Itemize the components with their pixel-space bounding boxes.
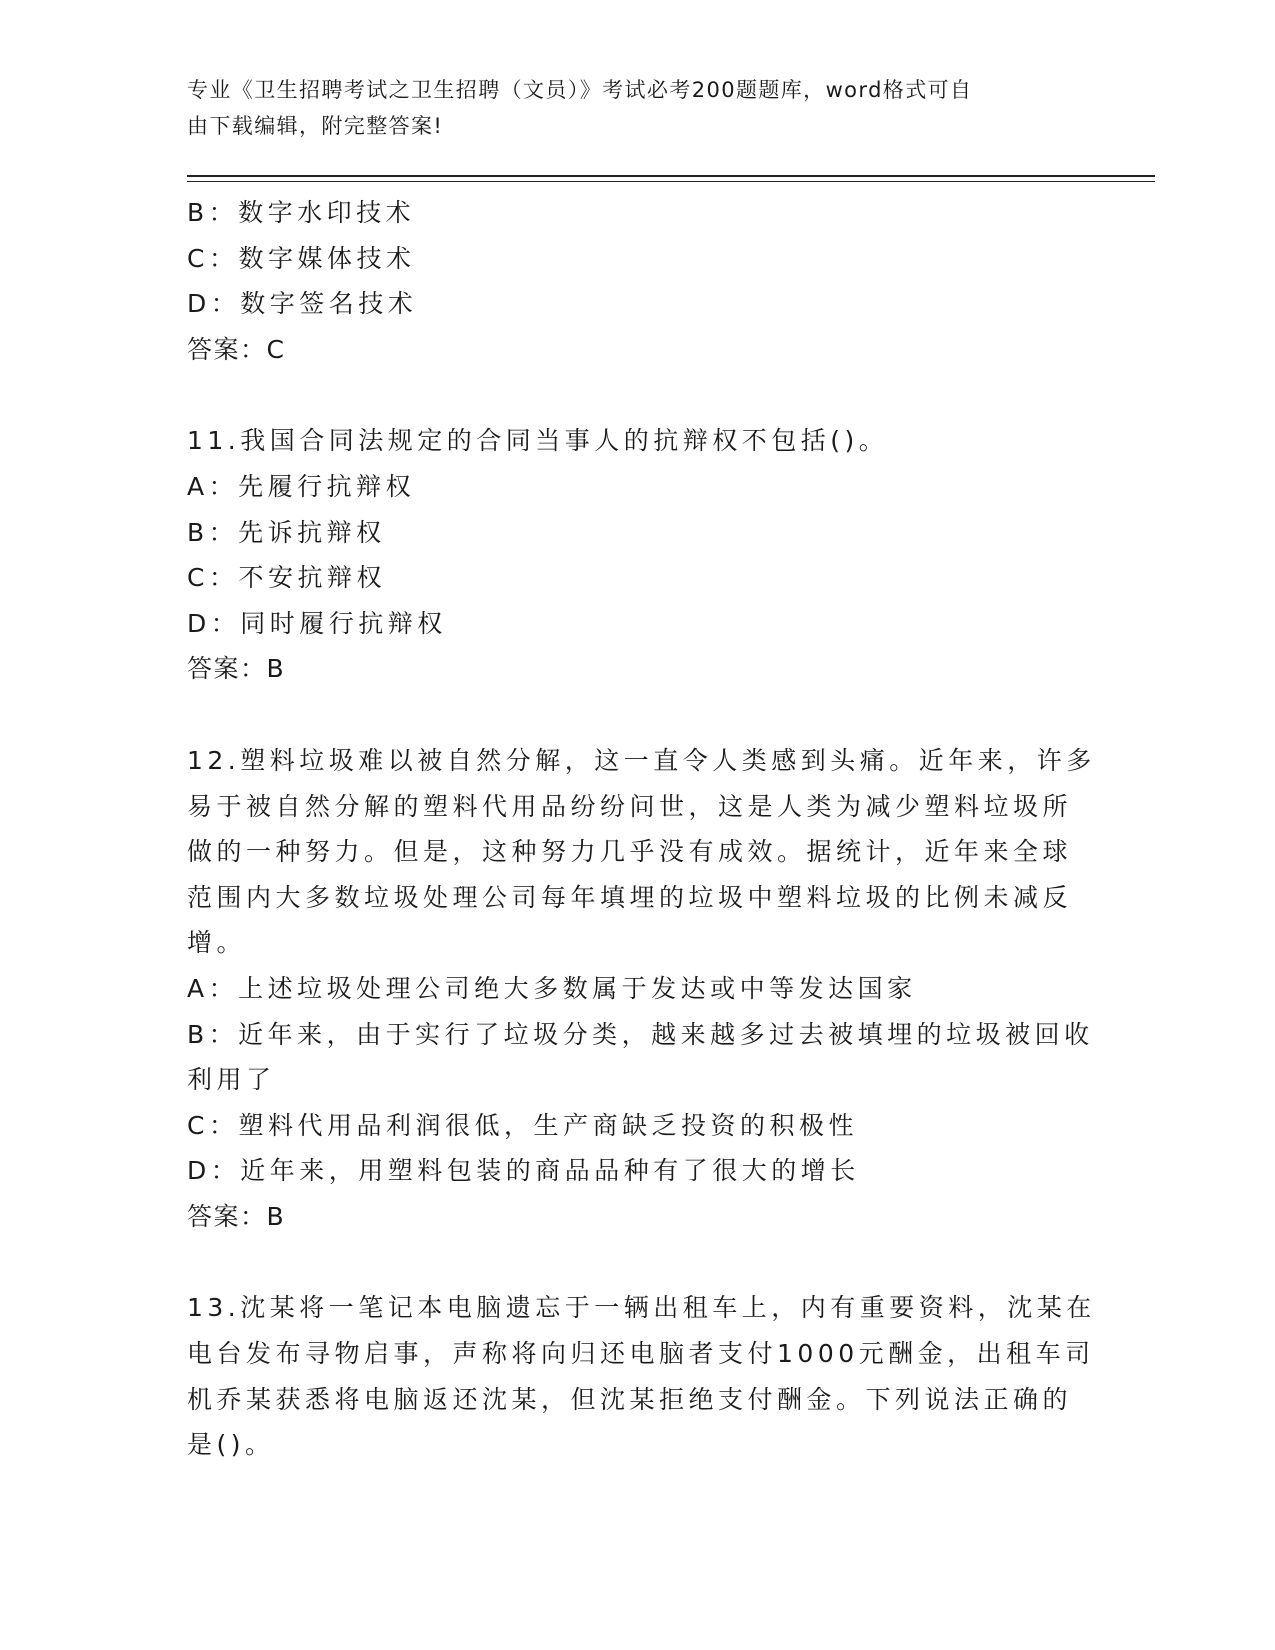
question-13-block bbox=[187, 1285, 1096, 1467]
answer-line: 答案：C bbox=[187, 334, 286, 364]
answer-line: 答案：B bbox=[187, 1201, 286, 1231]
question-stem-line: 增。 bbox=[187, 928, 247, 958]
option-c: C：不安抗辩权 bbox=[187, 563, 386, 593]
option-b: B：数字水印技术 bbox=[187, 198, 416, 227]
header-divider-thick bbox=[187, 175, 1155, 177]
option-c: C：数字媒体技术 bbox=[187, 243, 416, 273]
question-stem-line: 是()。 bbox=[187, 1430, 275, 1460]
spacer bbox=[187, 1239, 1087, 1285]
question-12-block bbox=[187, 738, 1096, 1240]
option-b: B：先诉抗辩权 bbox=[187, 517, 386, 547]
header-divider-thin bbox=[187, 181, 1155, 182]
spacer bbox=[187, 692, 1087, 738]
question-stem-line: 12.塑料垃圾难以被自然分解，这一直令人类感到头痛。近年来，许多 bbox=[187, 745, 1096, 775]
question-list bbox=[187, 190, 1096, 1468]
question-11-block bbox=[187, 418, 1087, 692]
option-c: C：塑料代用品利润很低，生产商缺乏投资的积极性 bbox=[187, 1110, 858, 1140]
question-10-block bbox=[187, 190, 1087, 372]
option-b: B：近年来，由于实行了垃圾分类，越来越多过去被填埋的垃圾被回收 bbox=[187, 1019, 1094, 1049]
option-a: A：上述垃圾处理公司绝大多数属于发达或中等发达国家 bbox=[187, 973, 917, 1003]
document-header bbox=[187, 72, 1067, 144]
option-d: D：同时履行抗辩权 bbox=[187, 608, 447, 638]
header-title-line-1: 专业《卫生招聘考试之卫生招聘（文员）》考试必考200题题库，word格式可自 bbox=[187, 78, 973, 102]
header-title-line-2: 由下载编辑，附完整答案! bbox=[187, 114, 444, 138]
option-a: A：先履行抗辩权 bbox=[187, 471, 416, 501]
question-stem-line: 电台发布寻物启事，声称将向归还电脑者支付1000元酬金，出租车司 bbox=[187, 1339, 1095, 1369]
answer-line: 答案：B bbox=[187, 654, 286, 684]
option-b-continued: 利用了 bbox=[187, 1065, 276, 1095]
question-stem: 11.我国合同法规定的合同当事人的抗辩权不包括()。 bbox=[187, 426, 889, 456]
question-stem-line: 范围内大多数垃圾处理公司每年填埋的垃圾中塑料垃圾的比例未减反 bbox=[187, 882, 1073, 912]
question-stem-line: 机乔某获悉将电脑返还沈某，但沈某拒绝支付酬金。下列说法正确的 bbox=[187, 1384, 1073, 1414]
question-stem-line: 易于被自然分解的塑料代用品纷纷问世，这是人类为减少塑料垃圾所 bbox=[187, 791, 1073, 821]
option-d: D：近年来，用塑料包装的商品品种有了很大的增长 bbox=[187, 1156, 860, 1186]
question-stem-line: 做的一种努力。但是，这种努力几乎没有成效。据统计，近年来全球 bbox=[187, 837, 1073, 867]
question-stem-line: 13.沈某将一笔记本电脑遗忘于一辆出租车上，内有重要资料，沈某在 bbox=[187, 1293, 1096, 1323]
option-d: D：数字签名技术 bbox=[187, 289, 418, 319]
spacer bbox=[187, 372, 1087, 418]
